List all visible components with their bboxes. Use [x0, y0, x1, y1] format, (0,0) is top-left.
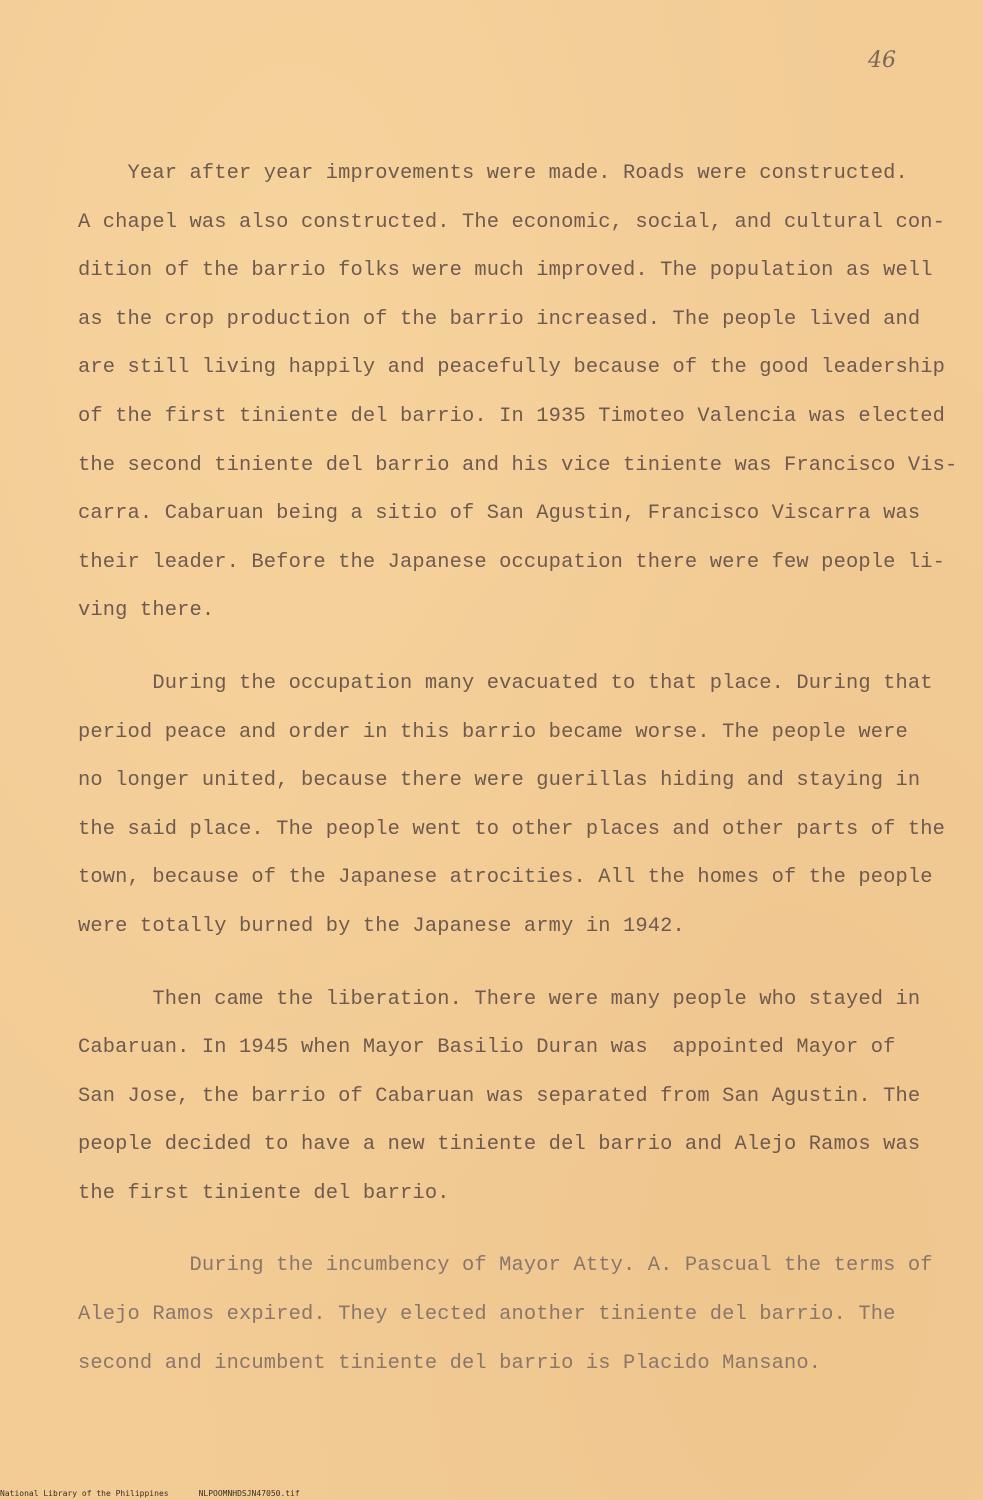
footer-filename: NLPOOMNHDSJN47050.tif	[198, 1489, 300, 1498]
text-line: the second tiniente del barrio and his vice tiniente was Francisco Vis-	[78, 453, 958, 477]
text-line: Year after year improvements were made. Roads were constructed.	[78, 162, 908, 185]
text-line: town, because of the Japanese atrocities. All the homes of the people	[78, 866, 933, 890]
text-line: are still living happily and peacefully because of the good leadership	[78, 356, 946, 380]
text-line: A chapel was also constructed. The economic, social, and cultural con-	[78, 210, 946, 234]
paragraph-2	[78, 660, 944, 952]
scan-footer	[0, 1489, 330, 1499]
text-line: period peace and order in this barrio became worse. The people were	[78, 720, 908, 744]
text-line: Cabaruan. In 1945 when Mayor Basilio Duran was appointed Mayor of	[78, 1036, 896, 1060]
page-number: 46	[868, 48, 896, 73]
text-line: their leader. Before the Japanese occupation there were few people li-	[78, 550, 946, 574]
text-line: San Jose, the barrio of Cabaruan was separated from San Agustin. The	[78, 1084, 921, 1108]
paragraph-3	[78, 976, 944, 1219]
text-line: of the first tiniente del barrio. In 1935 Timoteo Valencia was elected	[78, 404, 946, 428]
text-line: no longer united, because there were guerillas hiding and staying in	[78, 769, 921, 793]
text-line: ving there.	[78, 599, 215, 623]
text-line: Then came the liberation. There were many people who stayed in	[78, 987, 921, 1011]
text-line: second and incumbent tiniente del barrio is Placido Mansano.	[78, 1351, 822, 1375]
text-line: Alejo Ramos expired. They elected another tiniente del barrio. The	[78, 1303, 896, 1327]
text-line: carra. Cabaruan being a sitio of San Agustin, Francisco Viscarra was	[78, 502, 921, 526]
text-line: During the incumbency of Mayor Atty. A. Pascual the terms of	[78, 1254, 933, 1278]
paragraph-1	[78, 150, 958, 636]
text-line: the said place. The people went to other places and other parts of the	[78, 817, 946, 841]
text-line: were totally burned by the Japanese army in 1942.	[78, 914, 685, 938]
paragraph-4	[78, 1242, 944, 1388]
text-line: During the occupation many evacuated to that place. During that	[78, 671, 933, 695]
text-line: the first tiniente del barrio.	[78, 1181, 450, 1205]
document-body	[78, 150, 958, 1388]
footer-library: National Library of the Philippines	[0, 1489, 169, 1498]
text-line: as the crop production of the barrio increased. The people lived and	[78, 307, 921, 331]
text-line: people decided to have a new tiniente del barrio and Alejo Ramos was	[78, 1133, 921, 1157]
text-line: dition of the barrio folks were much improved. The population as well	[78, 259, 933, 283]
